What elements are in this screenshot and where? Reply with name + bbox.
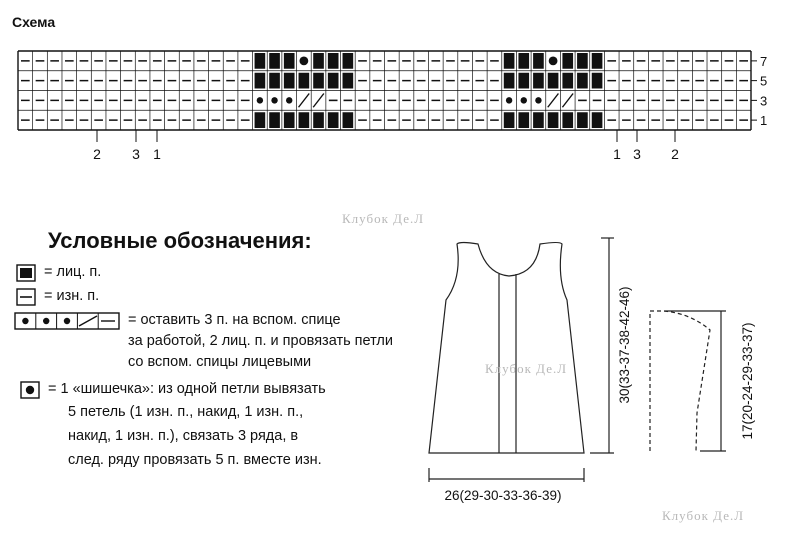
row-label: 1 [760, 113, 768, 129]
repeat-marker-label: 1 [153, 146, 161, 162]
sleeve-outline [650, 311, 710, 451]
legend-bobble-line-1: = 1 «шишечка»: из одной петли вывязать [48, 381, 326, 397]
legend-cable-line-1: = оставить 3 п. на вспом. спице [128, 312, 341, 328]
legend-bobble-line-4: след. ряду провязать 5 п. вместе изн. [68, 452, 322, 468]
legend-bobble-line-3: накид, 1 изн. п.), связать 3 ряда, в [68, 428, 299, 444]
row-label: 7 [760, 53, 768, 69]
repeat-marker-label: 2 [671, 146, 679, 162]
legend-cable-line-3: со вспом. спицы лицевыми [128, 354, 312, 370]
row-label: 3 [760, 93, 768, 109]
legend-title: Условные обозначения: [48, 228, 312, 253]
watermark: Клубок Де.Л [662, 508, 745, 523]
body-height-label: 30(33-37-38-42-46) [617, 286, 632, 404]
legend-bobble-line-2: 5 петель (1 изн. п., накид, 1 изн. п., [68, 404, 304, 420]
repeat-marker-label: 1 [613, 146, 621, 162]
legend-knit-text: = лиц. п. [44, 264, 102, 280]
body-width-label: 26(29-30-33-36-39) [444, 488, 562, 503]
repeat-marker-label: 3 [132, 146, 140, 162]
row-label: 5 [760, 73, 768, 89]
sleeve-height-label: 17(20-24-29-33-37) [740, 322, 755, 440]
watermark: Клубок Де.Л [485, 361, 568, 376]
watermark: Клубок Де.Л [342, 211, 425, 226]
legend-cable-line-2: за работой, 2 лиц. п. и провязать петли [128, 333, 393, 349]
legend-purl-text: = изн. п. [44, 288, 100, 304]
repeat-marker-label: 2 [93, 146, 101, 162]
body-outline [429, 243, 584, 454]
chart-title: Схема [12, 14, 56, 30]
repeat-marker-label: 3 [633, 146, 641, 162]
